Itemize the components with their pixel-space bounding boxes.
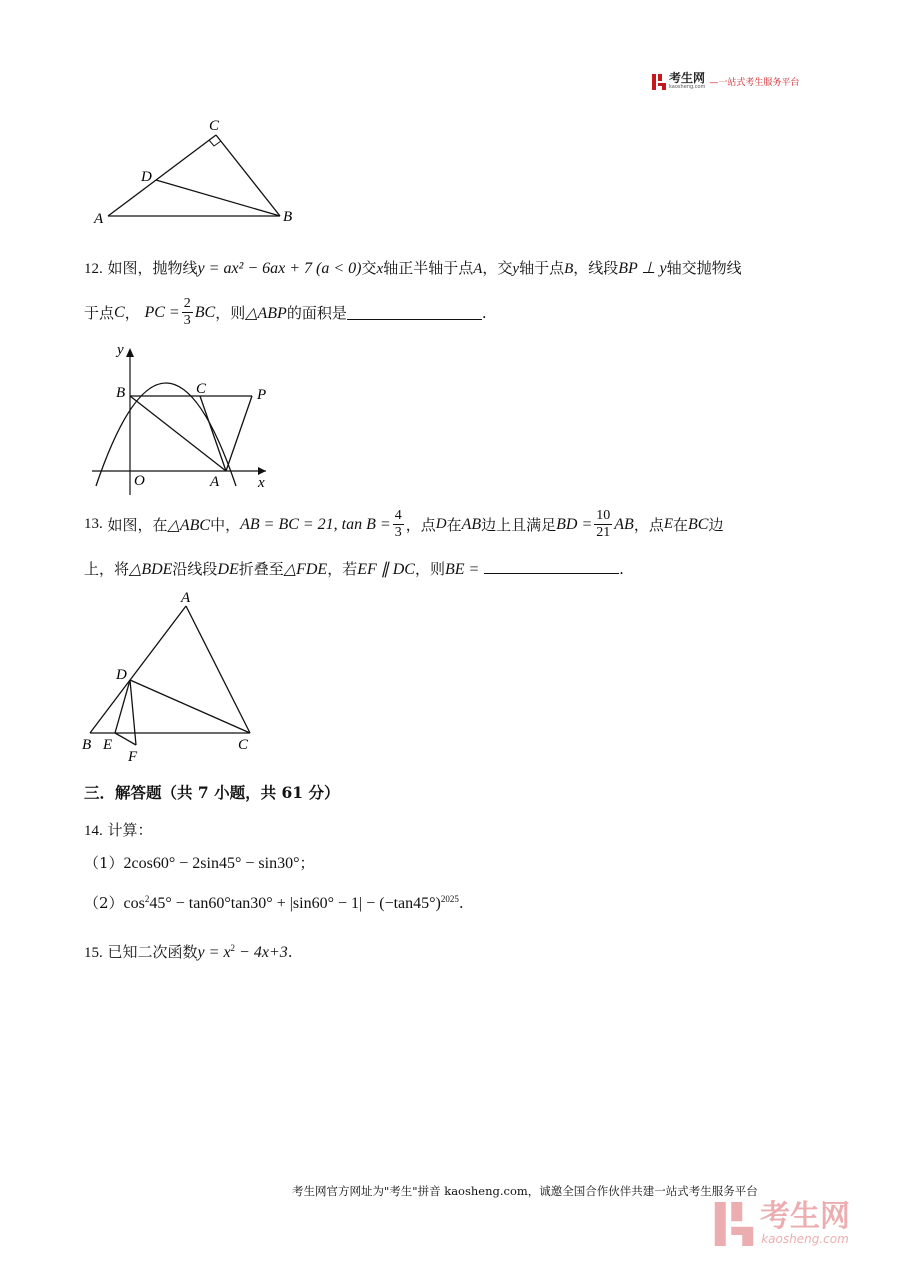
segment-ac-13: [186, 606, 250, 733]
q12-x: x: [376, 261, 384, 277]
q13-text11: 折叠至: [238, 560, 284, 578]
q14-p2-sup2: 2025: [440, 894, 459, 904]
q13-d: D: [435, 516, 447, 532]
q13-triangle-bde: △BDE: [129, 561, 173, 578]
fig13-label-f: F: [128, 749, 138, 765]
y-axis-arrow: [126, 348, 134, 357]
q15-sup: 2: [230, 943, 236, 953]
q13-tan-den: 3: [394, 525, 402, 540]
q14-title: 计算：: [107, 821, 153, 839]
right-angle-mark: [209, 140, 221, 146]
section-3-title: 三．解答题（共 7 小题，共 61 分）: [84, 783, 340, 802]
q12-comma: ，: [124, 304, 140, 322]
q15-end: .: [287, 943, 293, 961]
fig12-label-b: B: [116, 385, 126, 401]
segment-df-13: [130, 680, 136, 745]
q12-text6: ，线段: [573, 259, 619, 277]
q13-bd-fraction: [594, 508, 612, 541]
fig12-label-y: y: [117, 342, 124, 358]
segment-ba: [130, 396, 226, 471]
segment-pa: [226, 396, 252, 471]
q12-text3: 轴正半轴于点: [383, 259, 474, 277]
segment-dc-13: [130, 680, 250, 733]
q13-text12: ，若: [327, 560, 358, 578]
q12-number: 12.: [84, 261, 103, 277]
q13-bd: BD =: [556, 515, 593, 533]
figure-q11: [88, 115, 303, 230]
fig12-label-p: P: [257, 387, 267, 403]
q12-frac-num: 2: [183, 296, 191, 311]
q13-be: BE =: [445, 561, 480, 578]
fig13-label-c: C: [238, 737, 249, 753]
q13-tan-num: 4: [394, 508, 402, 523]
watermark-text: 考生网: [760, 1199, 850, 1234]
q13-line2: [84, 558, 624, 579]
fig11-label-a: A: [94, 211, 104, 227]
q13-answer-blank[interactable]: [484, 559, 619, 574]
q12-text5: 轴于点: [519, 259, 565, 277]
q12-y: y: [512, 261, 520, 277]
q12-perp: BP ⊥ y: [618, 260, 667, 277]
q13-text4: 在: [446, 516, 462, 534]
q12-text4: ，交: [482, 259, 513, 277]
q13-de: DE: [217, 561, 239, 578]
q12-line2: [84, 296, 487, 329]
q14-p2-end: .: [458, 894, 464, 912]
segment-ac: [108, 135, 216, 216]
fig13-label-d: D: [116, 667, 127, 683]
fig13-label-a: A: [181, 590, 191, 606]
q13-text8: 边: [708, 516, 724, 534]
q13-e: E: [663, 516, 673, 532]
q13-text13: ，则: [414, 560, 445, 578]
q12-line1: [84, 257, 742, 278]
q14-p2-rest: 45° − tan60°tan30° + |sin60° − 1| − (−tan45°): [149, 895, 441, 912]
q13-text2: 中，: [210, 516, 241, 534]
fig12-label-c: C: [196, 381, 207, 397]
segment-ba-13: [90, 606, 186, 733]
q15-formula-a: y = x: [197, 944, 231, 961]
watermark: [714, 1199, 850, 1246]
logo-domain: kaosheng.com: [669, 84, 706, 90]
q12-triangle: △ABP: [245, 304, 287, 322]
segment-cb: [216, 135, 280, 216]
header-logo: [652, 73, 799, 90]
q12-c: C: [114, 303, 125, 321]
q13-text1: 如图，在: [107, 516, 168, 534]
watermark-domain: kaosheng.com: [761, 1232, 849, 1246]
fig13-label-e: E: [103, 737, 113, 753]
q14-part1: [84, 852, 314, 873]
q12-end: .: [481, 303, 487, 322]
q15-formula-b: − 4x+3: [235, 944, 288, 961]
q13-text10: 沿线段: [172, 560, 218, 578]
q14-part2: [84, 892, 464, 913]
q12-b: B: [564, 261, 574, 277]
q13-bc: BC: [688, 515, 709, 533]
logo-brand: 考生网: [669, 71, 706, 85]
q13-triangle-fde: △FDE: [283, 561, 328, 578]
fig11-label-b: B: [283, 209, 293, 225]
q15-line: [84, 941, 293, 962]
q14-p2-cos: cos: [123, 895, 145, 912]
q12-bc: BC: [194, 303, 216, 321]
q14-p1-end: ；: [299, 854, 315, 872]
x-axis-arrow: [258, 467, 266, 475]
q12-pc: PC =: [144, 303, 180, 321]
q13-bd-den: 21: [596, 525, 611, 540]
watermark-logo-icon: [714, 1202, 754, 1246]
q12-a: A: [473, 261, 483, 277]
q13-bd-num: 10: [596, 508, 611, 523]
q14-header: [84, 819, 153, 840]
segment-de-13: [115, 680, 130, 733]
q15-number: 15.: [84, 945, 103, 961]
logo-slogan: —一站式考生服务平台: [709, 78, 800, 88]
q14-p2-label: （2）: [84, 894, 124, 912]
fig12-label-a: A: [210, 474, 220, 490]
q13-ab: AB: [461, 515, 482, 533]
q12-text2: 交: [361, 259, 377, 277]
segment-ca: [200, 396, 226, 471]
q13-text9: 上，将: [84, 560, 130, 578]
footer-text: 考生网官方网址为"考生"拼音 kaosheng.com，诚邀全国合作伙伴共建一站式考生服务平台: [292, 1184, 758, 1198]
q14-p2-sup1: 2: [144, 894, 150, 904]
q12-text8: 于点: [84, 304, 115, 322]
kaosheng-logo-icon: [652, 74, 666, 90]
logo-slogan-text: 一站式考生服务平台: [718, 78, 800, 88]
q12-text7: 轴交抛物线: [666, 259, 742, 277]
q15-text1: 已知二次函数: [107, 943, 198, 961]
q12-text10: 的面积是: [286, 304, 347, 322]
q13-ab2: AB: [614, 515, 634, 533]
q14-number: 14.: [84, 823, 103, 839]
segment-db: [156, 180, 280, 216]
q13-triangle-abc: △ABC: [167, 516, 211, 534]
fig12-label-o: O: [134, 473, 145, 489]
q12-frac-den: 3: [183, 313, 191, 328]
q13-tan-fraction: [393, 508, 404, 541]
q12-fraction: [182, 296, 193, 329]
fig11-label-c: C: [209, 118, 220, 134]
q12-formula: y = ax² − 6ax + 7 (a < 0): [197, 260, 362, 277]
q13-line1: [84, 508, 723, 541]
q13-parallel: EF ∥ DC: [357, 561, 415, 578]
fig11-label-d: D: [141, 169, 152, 185]
q12-answer-blank[interactable]: [347, 305, 482, 320]
q12-text1: 如图，抛物线: [107, 259, 198, 277]
q13-text7: 在: [673, 516, 689, 534]
q13-text6: ，点: [633, 516, 664, 534]
segment-ef-13: [115, 733, 136, 745]
q13-end: .: [619, 560, 624, 578]
fig12-label-x: x: [258, 475, 265, 491]
q13-number: 13.: [84, 516, 103, 532]
q13-equation1: AB = BC = 21, tan B =: [240, 515, 391, 533]
figure-q13: [78, 588, 268, 768]
q13-text5: 边上且满足: [481, 516, 557, 534]
q13-text3: ，点: [405, 516, 436, 534]
q14-p1-expr: 2cos60° − 2sin45° − sin30°: [123, 855, 300, 872]
figure-q12: [86, 340, 286, 500]
q12-text9: ，则: [215, 304, 246, 322]
q14-p1-label: （1）: [84, 854, 124, 872]
fig13-label-b: B: [82, 737, 92, 753]
